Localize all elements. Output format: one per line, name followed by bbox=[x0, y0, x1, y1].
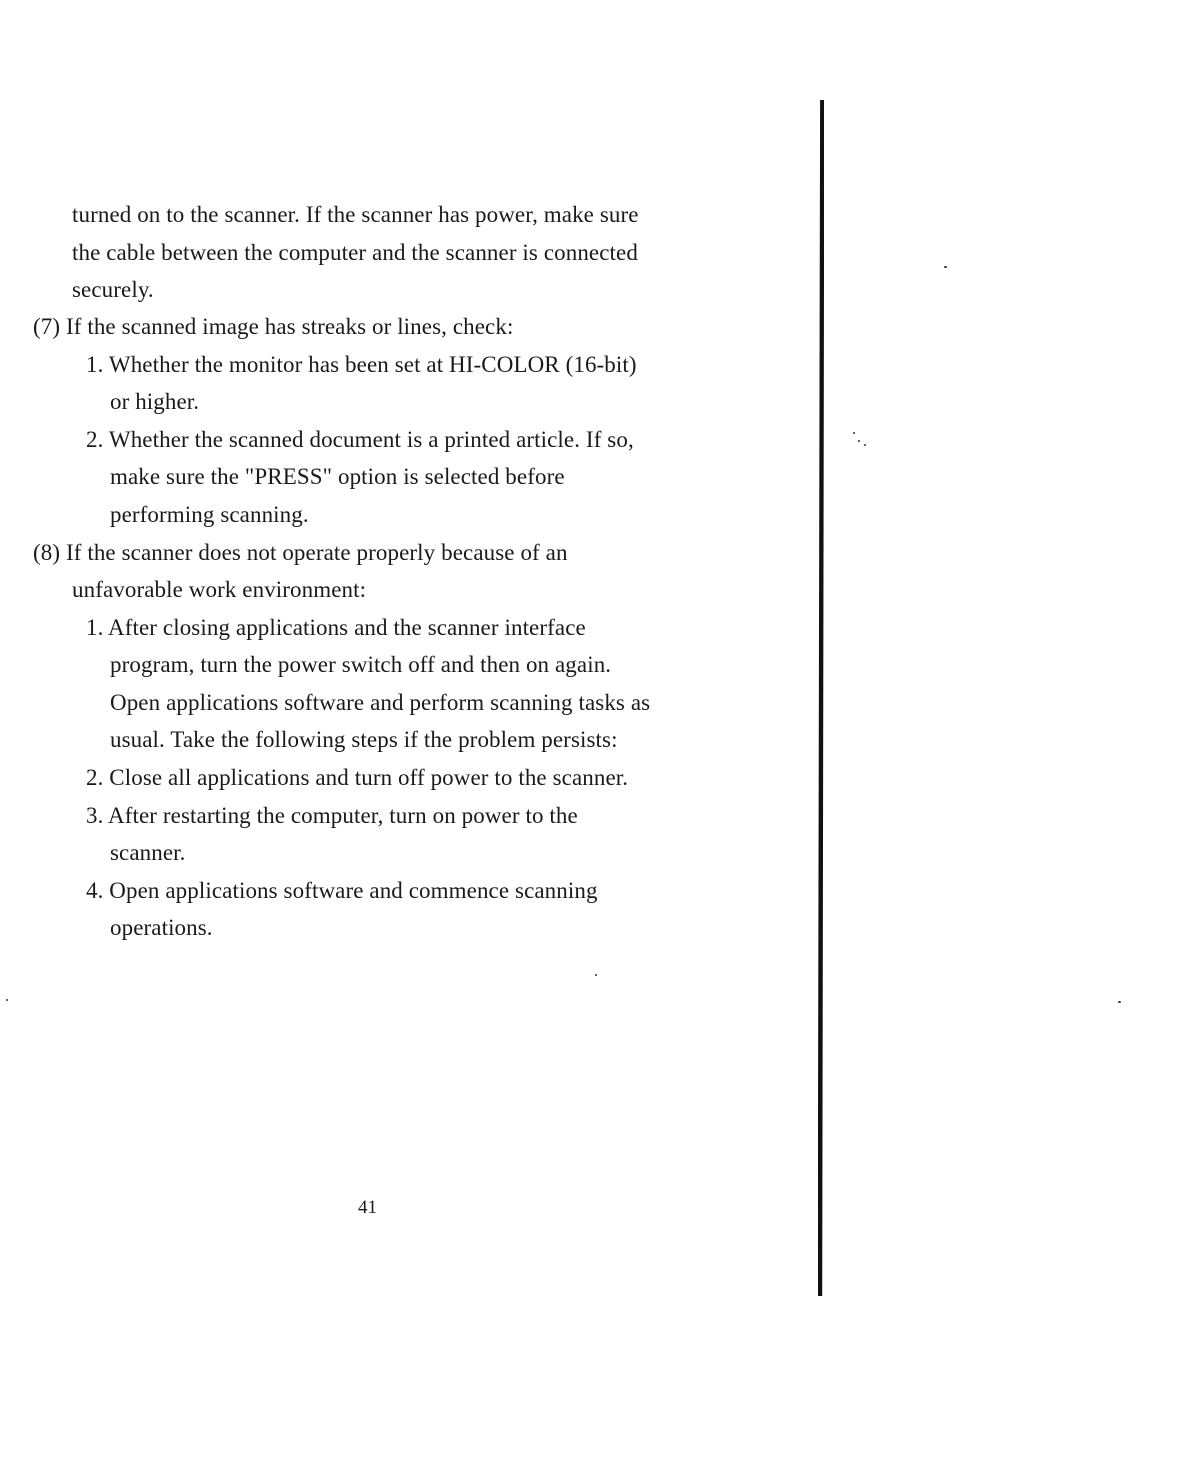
body-text-line: scanner. bbox=[110, 840, 186, 865]
body-text-line: or higher. bbox=[110, 389, 200, 414]
scan-speck bbox=[1118, 1001, 1121, 1003]
scan-speck bbox=[595, 974, 597, 976]
body-text-line: program, turn the power switch off and then on again. bbox=[110, 652, 612, 677]
sublist-item-7-2: 2. Whether the scanned document is a printed article. If so, bbox=[86, 427, 634, 452]
sublist-item-8-2: 2. Close all applications and turn off power to the scanner. bbox=[86, 765, 629, 790]
body-text-line: turned on to the scanner. If the scanner has power, make sure bbox=[72, 202, 639, 227]
sublist-item-8-4: 4. Open applications software and commence scanning bbox=[86, 878, 598, 903]
sublist-item-7-1: 1. Whether the monitor has been set at HI-COLOR (16-bit) bbox=[86, 352, 637, 377]
sublist-item-8-3: 3. After restarting the computer, turn on power to the bbox=[86, 803, 578, 828]
body-text-line: unfavorable work environment: bbox=[72, 577, 367, 602]
body-text-line: usual. Take the following steps if the problem persists: bbox=[110, 727, 618, 752]
page-number: 41 bbox=[358, 1197, 377, 1218]
list-item-7: (7) If the scanned image has streaks or lines, check: bbox=[33, 314, 514, 339]
scan-speck bbox=[864, 444, 866, 446]
body-text-line: performing scanning. bbox=[110, 502, 309, 527]
body-text-line: operations. bbox=[110, 915, 213, 940]
scan-speck bbox=[853, 432, 855, 434]
body-text-line: Open applications software and perform scanning tasks as bbox=[110, 690, 651, 715]
binding-edge-rule bbox=[818, 100, 824, 1296]
list-item-8: (8) If the scanner does not operate properly because of an bbox=[33, 540, 568, 565]
body-text-line: the cable between the computer and the scanner is connected bbox=[72, 240, 638, 265]
scan-speck bbox=[6, 999, 8, 1001]
body-text-line: make sure the "PRESS" option is selected before bbox=[110, 464, 565, 489]
scan-speck bbox=[944, 266, 947, 268]
body-text-line: securely. bbox=[72, 277, 154, 302]
scan-speck bbox=[858, 440, 860, 442]
sublist-item-8-1: 1. After closing applications and the scanner interface bbox=[86, 615, 586, 640]
